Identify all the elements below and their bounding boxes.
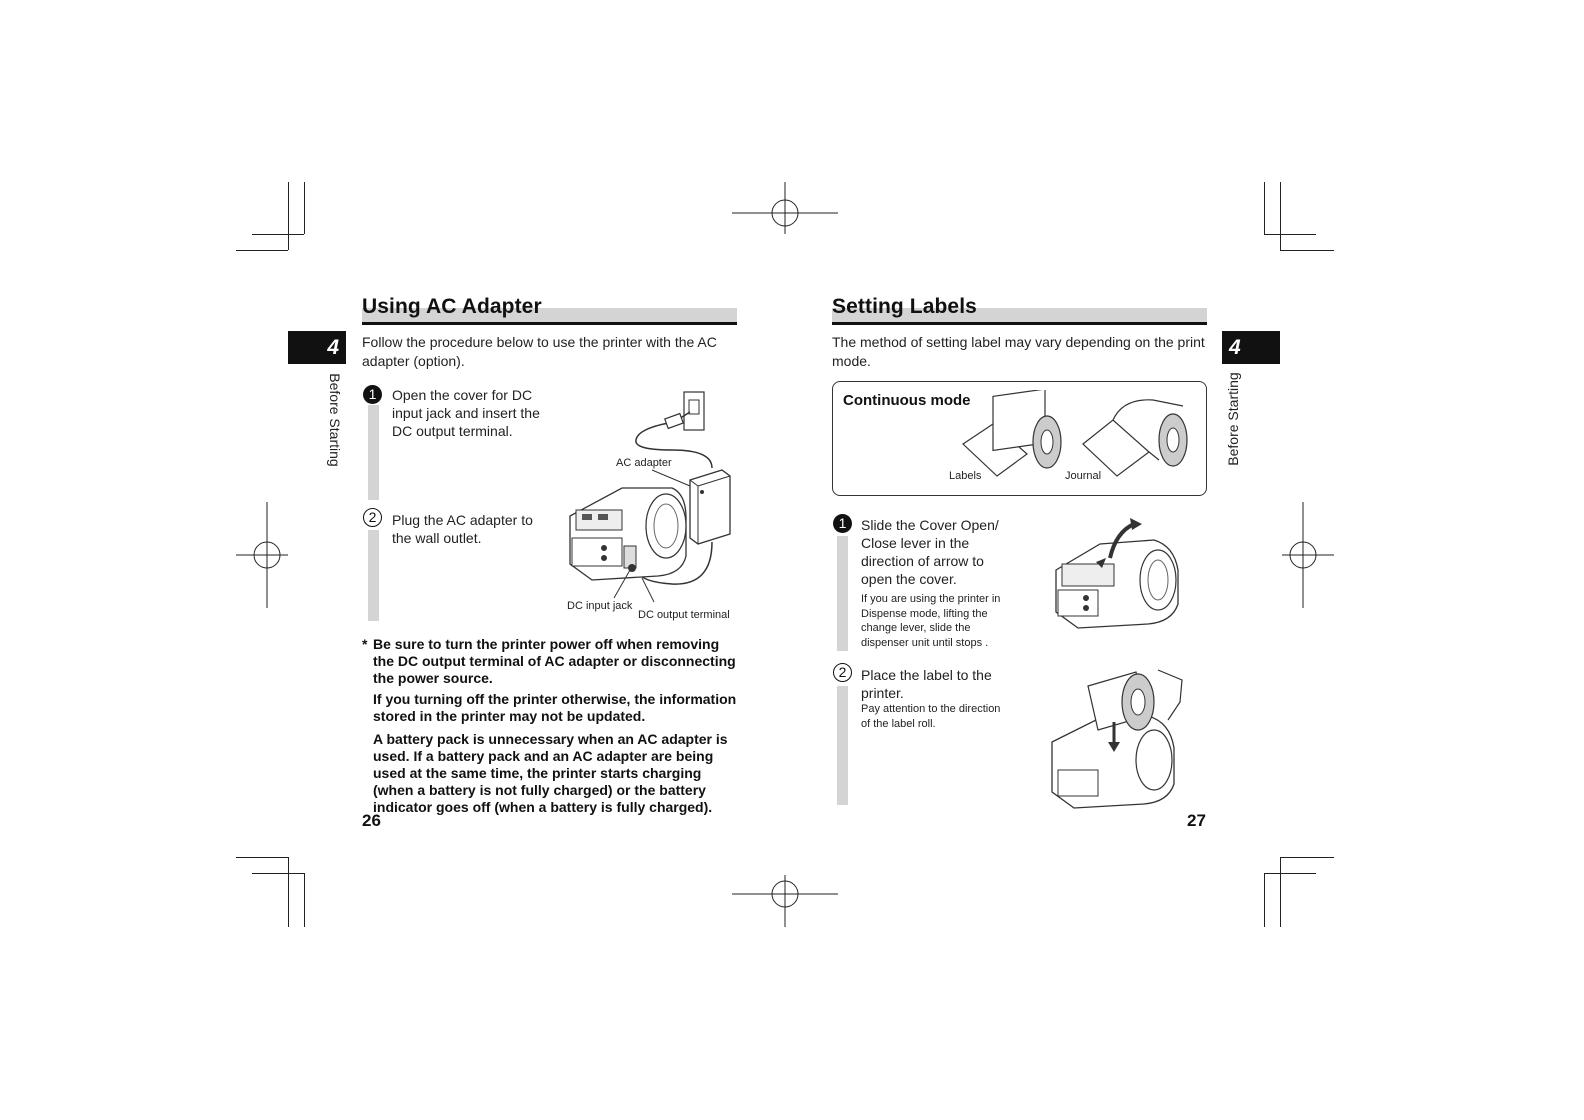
place-label-roll-illustration [1048,660,1190,810]
callout-ac-adapter: AC adapter [616,457,672,469]
label-rolls-illustration [953,390,1198,480]
registration-mark-bottom [732,875,838,927]
chapter-tab: 4 [288,331,346,364]
step-bar [837,536,848,651]
ac-adapter-illustration [562,388,742,618]
printer-open-cover-illustration [1050,518,1185,633]
step-number: 2 [833,663,852,682]
callout-dc-input-jack: DC input jack [567,600,633,612]
continuous-mode-box [832,381,1207,496]
intro-text: Follow the procedure below to use the printer with the AC adapter (option). [362,334,717,369]
page-title: Setting Labels [832,295,977,318]
side-label: Before Starting [1225,372,1241,466]
note-marker: * [362,636,368,652]
step-number: 2 [363,508,382,527]
mode-title: Continuous mode [843,392,971,409]
step-bar [837,686,848,805]
step-bar [368,405,379,500]
note-paragraph: Be sure to turn the printer power off when removing the DC output terminal of AC adapter or disconnecting the power source. [373,636,736,686]
page-number: 26 [362,811,381,830]
registration-mark-left [236,502,288,608]
step-text: Open the cover for DC input jack and insert the DC output terminal. [392,387,540,439]
chapter-tab: 4 [1222,331,1280,364]
side-label: Before Starting [327,373,343,467]
note-paragraph: If you turning off the printer otherwise, the information stored in the printer may not be updated. [373,691,737,724]
labels-caption: Labels [949,470,982,482]
step-bar [368,530,379,621]
step-text: Plug the AC adapter to the wall outlet. [392,512,533,546]
intro-text: The method of setting label may vary depending on the print mode. [832,334,1205,369]
step-text: Slide the Cover Open/ Close lever in the direction of arrow to open the cover. [861,517,999,587]
step-number: 1 [833,514,852,533]
note-paragraph: A battery pack is unnecessary when an AC adapter is used. If a battery pack and an AC adapter are being used at the same time, the printer starts charging (when a battery is not fully charged) or the battery indicator goes off (when a battery is fully charged). [373,731,728,815]
callout-dc-output-terminal: DC output terminal [638,609,730,621]
page-number: 27 [1187,811,1206,830]
title-rule [362,322,737,325]
step-number: 1 [363,385,382,404]
journal-caption: Journal [1065,470,1102,482]
step-text: Place the label to the printer. [861,667,992,701]
title-rule [832,322,1207,325]
step-note: Pay attention to the direction of the label roll. [861,703,1001,730]
page-title: Using AC Adapter [362,295,542,318]
registration-mark-top [732,182,838,234]
step-note: If you are using the printer in Dispense mode, lifting the change lever, slide the dispenser unit until stops . [861,593,1001,649]
registration-mark-right [1282,502,1334,608]
